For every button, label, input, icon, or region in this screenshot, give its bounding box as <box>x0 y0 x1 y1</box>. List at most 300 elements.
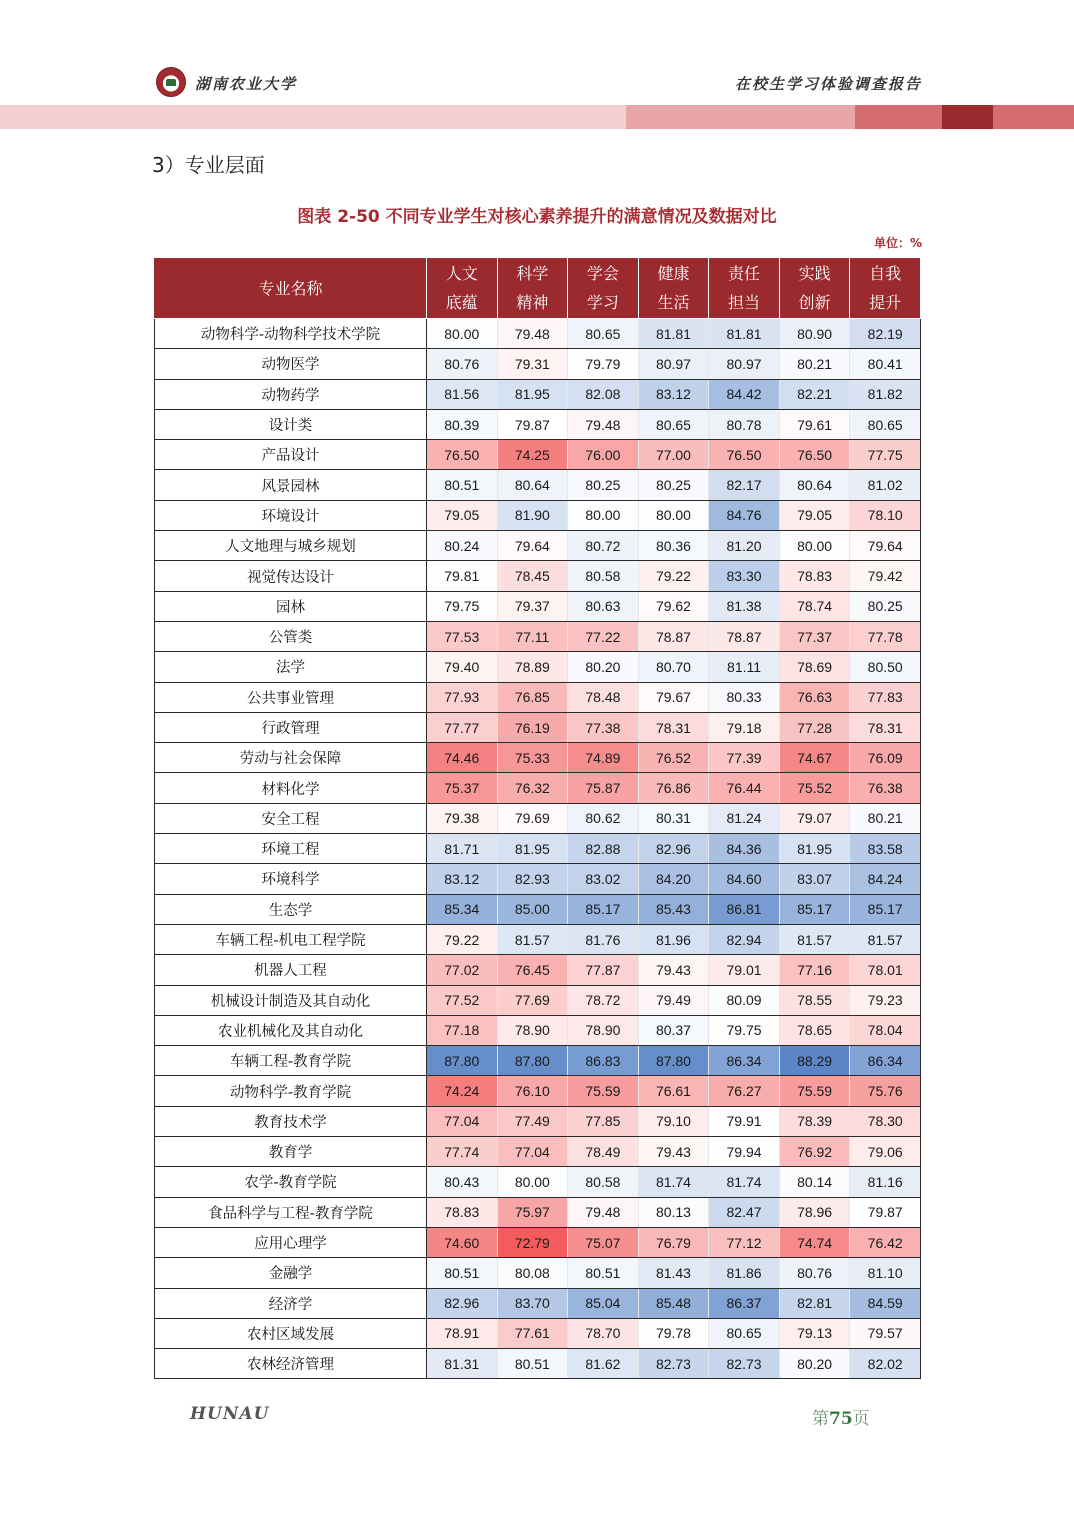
major-name-cell: 环境科学 <box>155 864 427 894</box>
score-cell: 74.46 <box>427 743 498 773</box>
score-cell: 80.00 <box>779 531 850 561</box>
score-cell: 77.78 <box>850 621 921 651</box>
score-cell: 78.72 <box>568 985 639 1015</box>
score-cell: 79.22 <box>638 561 709 591</box>
score-cell: 80.70 <box>638 652 709 682</box>
table-row <box>155 773 921 803</box>
header-band-medium <box>626 105 855 129</box>
table-row <box>155 1076 921 1106</box>
score-cell: 80.43 <box>427 1167 498 1197</box>
score-cell: 76.27 <box>709 1076 780 1106</box>
score-cell: 78.70 <box>568 1318 639 1348</box>
score-cell: 82.47 <box>709 1197 780 1227</box>
table-row <box>155 743 921 773</box>
score-cell: 81.20 <box>709 531 780 561</box>
score-cell: 77.69 <box>497 985 568 1015</box>
score-cell: 82.88 <box>568 834 639 864</box>
score-cell: 80.39 <box>427 409 498 439</box>
score-cell: 74.67 <box>779 743 850 773</box>
score-cell: 75.59 <box>779 1076 850 1106</box>
score-cell: 80.63 <box>568 591 639 621</box>
score-cell: 76.92 <box>779 1137 850 1167</box>
score-cell: 84.24 <box>850 864 921 894</box>
table-row <box>155 1288 921 1318</box>
score-cell: 81.62 <box>568 1349 639 1379</box>
table-row <box>155 1137 921 1167</box>
score-cell: 76.09 <box>850 743 921 773</box>
score-cell: 79.64 <box>850 531 921 561</box>
score-cell: 81.95 <box>779 834 850 864</box>
score-cell: 84.20 <box>638 864 709 894</box>
section-title: 3）专业层面 <box>152 153 265 177</box>
score-cell: 80.31 <box>638 803 709 833</box>
score-cell: 78.49 <box>568 1137 639 1167</box>
satisfaction-table <box>154 257 921 1379</box>
score-cell: 76.32 <box>497 773 568 803</box>
table-row <box>155 409 921 439</box>
score-cell: 75.37 <box>427 773 498 803</box>
table-row <box>155 985 921 1015</box>
score-cell: 79.49 <box>638 985 709 1015</box>
score-cell: 86.34 <box>709 1046 780 1076</box>
score-cell: 80.37 <box>638 1015 709 1045</box>
column-header: 学会 学习 <box>568 258 639 319</box>
score-cell: 81.71 <box>427 834 498 864</box>
score-cell: 77.18 <box>427 1015 498 1045</box>
score-cell: 81.57 <box>497 924 568 954</box>
score-cell: 79.05 <box>427 500 498 530</box>
major-name-cell: 生态学 <box>155 894 427 924</box>
score-cell: 78.10 <box>850 500 921 530</box>
score-cell: 79.05 <box>779 500 850 530</box>
score-cell: 79.62 <box>638 591 709 621</box>
score-cell: 82.96 <box>427 1288 498 1318</box>
footer-brand: HUNAU <box>190 1404 270 1424</box>
score-cell: 81.74 <box>638 1167 709 1197</box>
score-cell: 78.91 <box>427 1318 498 1348</box>
score-cell: 81.57 <box>779 924 850 954</box>
score-cell: 81.90 <box>497 500 568 530</box>
score-cell: 80.36 <box>638 531 709 561</box>
score-cell: 80.51 <box>497 1349 568 1379</box>
score-cell: 80.33 <box>709 682 780 712</box>
score-cell: 80.21 <box>850 803 921 833</box>
score-cell: 78.31 <box>638 712 709 742</box>
score-cell: 75.97 <box>497 1197 568 1227</box>
major-name-cell: 经济学 <box>155 1288 427 1318</box>
score-cell: 75.59 <box>568 1076 639 1106</box>
score-cell: 82.21 <box>779 379 850 409</box>
score-cell: 76.42 <box>850 1227 921 1257</box>
major-name-cell: 金融学 <box>155 1258 427 1288</box>
score-cell: 79.87 <box>850 1197 921 1227</box>
score-cell: 79.61 <box>779 409 850 439</box>
score-cell: 77.02 <box>427 955 498 985</box>
table-row <box>155 379 921 409</box>
score-cell: 87.80 <box>497 1046 568 1076</box>
score-cell: 80.25 <box>568 470 639 500</box>
score-cell: 77.11 <box>497 621 568 651</box>
score-cell: 79.57 <box>850 1318 921 1348</box>
score-cell: 80.58 <box>568 1167 639 1197</box>
column-header: 人文 底蕴 <box>427 258 498 319</box>
header-band-dark <box>942 105 993 129</box>
major-name-cell: 动物科学-教育学院 <box>155 1076 427 1106</box>
score-cell: 78.83 <box>427 1197 498 1227</box>
header-band-strong <box>855 105 942 129</box>
table-row <box>155 319 921 349</box>
table-row <box>155 924 921 954</box>
score-cell: 79.42 <box>850 561 921 591</box>
table-row <box>155 440 921 470</box>
score-cell: 81.76 <box>568 924 639 954</box>
score-cell: 82.17 <box>709 470 780 500</box>
score-cell: 76.19 <box>497 712 568 742</box>
score-cell: 81.82 <box>850 379 921 409</box>
score-cell: 78.90 <box>568 1015 639 1045</box>
score-cell: 81.95 <box>497 834 568 864</box>
score-cell: 78.01 <box>850 955 921 985</box>
score-cell: 80.72 <box>568 531 639 561</box>
table-row <box>155 1227 921 1257</box>
score-cell: 79.75 <box>427 591 498 621</box>
table-row <box>155 500 921 530</box>
table-row <box>155 894 921 924</box>
major-name-cell: 动物药学 <box>155 379 427 409</box>
score-cell: 80.00 <box>638 500 709 530</box>
major-name-cell: 风景园林 <box>155 470 427 500</box>
major-name-cell: 人文地理与城乡规划 <box>155 531 427 561</box>
score-cell: 80.21 <box>779 349 850 379</box>
column-header: 责任 担当 <box>709 258 780 319</box>
score-cell: 82.81 <box>779 1288 850 1318</box>
score-cell: 80.97 <box>709 349 780 379</box>
table-row <box>155 349 921 379</box>
score-cell: 81.96 <box>638 924 709 954</box>
score-cell: 76.45 <box>497 955 568 985</box>
score-cell: 81.31 <box>427 1349 498 1379</box>
score-cell: 80.24 <box>427 531 498 561</box>
score-cell: 80.76 <box>779 1258 850 1288</box>
score-cell: 81.95 <box>497 379 568 409</box>
table-row <box>155 1349 921 1379</box>
score-cell: 82.73 <box>638 1349 709 1379</box>
score-cell: 81.56 <box>427 379 498 409</box>
score-cell: 78.65 <box>779 1015 850 1045</box>
score-cell: 75.07 <box>568 1227 639 1257</box>
score-cell: 86.37 <box>709 1288 780 1318</box>
score-cell: 87.80 <box>427 1046 498 1076</box>
major-name-cell: 机械设计制造及其自动化 <box>155 985 427 1015</box>
score-cell: 82.73 <box>709 1349 780 1379</box>
major-name-cell: 设计类 <box>155 409 427 439</box>
score-cell: 76.86 <box>638 773 709 803</box>
score-cell: 82.96 <box>638 834 709 864</box>
score-cell: 86.83 <box>568 1046 639 1076</box>
score-cell: 88.29 <box>779 1046 850 1076</box>
score-cell: 78.87 <box>638 621 709 651</box>
score-cell: 78.69 <box>779 652 850 682</box>
score-cell: 81.02 <box>850 470 921 500</box>
score-cell: 81.43 <box>638 1258 709 1288</box>
table-row <box>155 1015 921 1045</box>
major-name-cell: 农村区域发展 <box>155 1318 427 1348</box>
score-cell: 80.64 <box>779 470 850 500</box>
score-cell: 79.22 <box>427 924 498 954</box>
major-name-cell: 车辆工程-教育学院 <box>155 1046 427 1076</box>
score-cell: 74.89 <box>568 743 639 773</box>
score-cell: 79.38 <box>427 803 498 833</box>
table-body <box>155 319 921 1379</box>
major-name-cell: 劳动与社会保障 <box>155 743 427 773</box>
header-band-end <box>993 105 1074 129</box>
table-row <box>155 682 921 712</box>
score-cell: 80.25 <box>850 591 921 621</box>
score-cell: 75.33 <box>497 743 568 773</box>
score-cell: 84.60 <box>709 864 780 894</box>
score-cell: 84.36 <box>709 834 780 864</box>
score-cell: 79.94 <box>709 1137 780 1167</box>
score-cell: 81.16 <box>850 1167 921 1197</box>
score-cell: 81.81 <box>709 319 780 349</box>
score-cell: 81.57 <box>850 924 921 954</box>
score-cell: 78.89 <box>497 652 568 682</box>
score-cell: 85.34 <box>427 894 498 924</box>
score-cell: 80.78 <box>709 409 780 439</box>
score-cell: 81.86 <box>709 1258 780 1288</box>
score-cell: 76.44 <box>709 773 780 803</box>
score-cell: 80.41 <box>850 349 921 379</box>
major-name-cell: 食品科学与工程-教育学院 <box>155 1197 427 1227</box>
university-name: 湖南农业大学 <box>195 75 298 93</box>
page-number: 第75页 <box>812 1409 870 1429</box>
score-cell: 80.65 <box>568 319 639 349</box>
score-cell: 83.70 <box>497 1288 568 1318</box>
major-name-cell: 安全工程 <box>155 803 427 833</box>
table-row <box>155 591 921 621</box>
score-cell: 79.78 <box>638 1318 709 1348</box>
score-cell: 81.10 <box>850 1258 921 1288</box>
score-cell: 77.52 <box>427 985 498 1015</box>
column-header: 自我 提升 <box>850 258 921 319</box>
score-cell: 80.51 <box>568 1258 639 1288</box>
score-cell: 77.87 <box>568 955 639 985</box>
score-cell: 79.48 <box>497 319 568 349</box>
score-cell: 79.06 <box>850 1137 921 1167</box>
major-name-cell: 视觉传达设计 <box>155 561 427 591</box>
score-cell: 86.34 <box>850 1046 921 1076</box>
score-cell: 80.97 <box>638 349 709 379</box>
score-cell: 81.74 <box>709 1167 780 1197</box>
score-cell: 84.42 <box>709 379 780 409</box>
score-cell: 83.12 <box>638 379 709 409</box>
score-cell: 77.93 <box>427 682 498 712</box>
table-row <box>155 712 921 742</box>
score-cell: 77.00 <box>638 440 709 470</box>
score-cell: 80.00 <box>497 1167 568 1197</box>
score-cell: 80.20 <box>779 1349 850 1379</box>
score-cell: 80.90 <box>779 319 850 349</box>
score-cell: 82.08 <box>568 379 639 409</box>
score-cell: 80.50 <box>850 652 921 682</box>
score-cell: 83.02 <box>568 864 639 894</box>
score-cell: 76.10 <box>497 1076 568 1106</box>
score-cell: 79.07 <box>779 803 850 833</box>
score-cell: 79.64 <box>497 531 568 561</box>
score-cell: 77.75 <box>850 440 921 470</box>
score-cell: 80.76 <box>427 349 498 379</box>
major-name-cell: 车辆工程-机电工程学院 <box>155 924 427 954</box>
score-cell: 79.48 <box>568 1197 639 1227</box>
table-row <box>155 1106 921 1136</box>
major-name-cell: 农业机械化及其自动化 <box>155 1015 427 1045</box>
column-header: 科学 精神 <box>497 258 568 319</box>
score-cell: 77.39 <box>709 743 780 773</box>
table-row <box>155 864 921 894</box>
score-cell: 79.67 <box>638 682 709 712</box>
score-cell: 72.79 <box>497 1227 568 1257</box>
score-cell: 80.51 <box>427 470 498 500</box>
major-name-cell: 园林 <box>155 591 427 621</box>
score-cell: 78.31 <box>850 712 921 742</box>
score-cell: 76.00 <box>568 440 639 470</box>
major-name-cell: 环境工程 <box>155 834 427 864</box>
header-band-light <box>0 105 626 129</box>
column-header: 实践 创新 <box>779 258 850 319</box>
score-cell: 83.07 <box>779 864 850 894</box>
score-cell: 82.94 <box>709 924 780 954</box>
score-cell: 76.85 <box>497 682 568 712</box>
score-cell: 81.11 <box>709 652 780 682</box>
score-cell: 77.22 <box>568 621 639 651</box>
score-cell: 80.64 <box>497 470 568 500</box>
major-name-cell: 应用心理学 <box>155 1227 427 1257</box>
score-cell: 77.74 <box>427 1137 498 1167</box>
score-cell: 80.08 <box>497 1258 568 1288</box>
score-cell: 77.37 <box>779 621 850 651</box>
score-cell: 79.91 <box>709 1106 780 1136</box>
score-cell: 84.76 <box>709 500 780 530</box>
score-cell: 80.20 <box>568 652 639 682</box>
score-cell: 80.58 <box>568 561 639 591</box>
score-cell: 80.51 <box>427 1258 498 1288</box>
score-cell: 76.38 <box>850 773 921 803</box>
university-logo-icon <box>156 67 186 97</box>
table-row <box>155 803 921 833</box>
score-cell: 81.38 <box>709 591 780 621</box>
unit-label: 单位：% <box>873 236 922 250</box>
score-cell: 83.58 <box>850 834 921 864</box>
score-cell: 77.77 <box>427 712 498 742</box>
score-cell: 78.87 <box>709 621 780 651</box>
score-cell: 79.23 <box>850 985 921 1015</box>
major-name-cell: 教育学 <box>155 1137 427 1167</box>
score-cell: 78.45 <box>497 561 568 591</box>
score-cell: 80.09 <box>709 985 780 1015</box>
major-name-cell: 行政管理 <box>155 712 427 742</box>
table-header-row <box>155 258 921 319</box>
score-cell: 79.43 <box>638 1137 709 1167</box>
score-cell: 78.55 <box>779 985 850 1015</box>
report-title: 在校生学习体验调查报告 <box>734 75 922 93</box>
score-cell: 74.60 <box>427 1227 498 1257</box>
score-cell: 77.04 <box>427 1106 498 1136</box>
score-cell: 78.83 <box>779 561 850 591</box>
score-cell: 77.38 <box>568 712 639 742</box>
score-cell: 79.48 <box>568 409 639 439</box>
table-row <box>155 1167 921 1197</box>
score-cell: 80.65 <box>709 1318 780 1348</box>
score-cell: 87.80 <box>638 1046 709 1076</box>
score-cell: 85.48 <box>638 1288 709 1318</box>
score-cell: 79.18 <box>709 712 780 742</box>
score-cell: 80.00 <box>568 500 639 530</box>
score-cell: 78.30 <box>850 1106 921 1136</box>
score-cell: 78.48 <box>568 682 639 712</box>
score-cell: 76.50 <box>709 440 780 470</box>
score-cell: 76.52 <box>638 743 709 773</box>
table-row <box>155 470 921 500</box>
score-cell: 76.79 <box>638 1227 709 1257</box>
score-cell: 77.49 <box>497 1106 568 1136</box>
score-cell: 80.00 <box>427 319 498 349</box>
score-cell: 79.10 <box>638 1106 709 1136</box>
score-cell: 74.24 <box>427 1076 498 1106</box>
page-header <box>0 0 1074 130</box>
score-cell: 81.81 <box>638 319 709 349</box>
major-name-cell: 动物科学-动物科学技术学院 <box>155 319 427 349</box>
score-cell: 75.76 <box>850 1076 921 1106</box>
score-cell: 85.04 <box>568 1288 639 1318</box>
score-cell: 85.17 <box>850 894 921 924</box>
score-cell: 76.50 <box>427 440 498 470</box>
score-cell: 83.30 <box>709 561 780 591</box>
score-cell: 79.40 <box>427 652 498 682</box>
score-cell: 78.96 <box>779 1197 850 1227</box>
score-cell: 79.37 <box>497 591 568 621</box>
score-cell: 80.62 <box>568 803 639 833</box>
major-name-cell: 公管类 <box>155 621 427 651</box>
score-cell: 85.17 <box>568 894 639 924</box>
score-cell: 76.63 <box>779 682 850 712</box>
score-cell: 78.39 <box>779 1106 850 1136</box>
table-row <box>155 1046 921 1076</box>
score-cell: 80.65 <box>850 409 921 439</box>
score-cell: 79.75 <box>709 1015 780 1045</box>
score-cell: 79.43 <box>638 955 709 985</box>
score-cell: 85.17 <box>779 894 850 924</box>
table-caption: 图表 2-50 不同专业学生对核心素养提升的满意情况及数据对比 <box>297 207 777 227</box>
score-cell: 77.53 <box>427 621 498 651</box>
major-name-cell: 教育技术学 <box>155 1106 427 1136</box>
score-cell: 78.04 <box>850 1015 921 1045</box>
score-cell: 84.59 <box>850 1288 921 1318</box>
major-name-cell: 法学 <box>155 652 427 682</box>
table-row <box>155 1318 921 1348</box>
score-cell: 85.43 <box>638 894 709 924</box>
major-name-cell: 产品设计 <box>155 440 427 470</box>
score-cell: 85.00 <box>497 894 568 924</box>
major-name-cell: 农林经济管理 <box>155 1349 427 1379</box>
score-cell: 76.61 <box>638 1076 709 1106</box>
table-row <box>155 1197 921 1227</box>
score-cell: 74.74 <box>779 1227 850 1257</box>
score-cell: 78.74 <box>779 591 850 621</box>
table-row <box>155 1258 921 1288</box>
table-row <box>155 561 921 591</box>
major-name-cell: 材料化学 <box>155 773 427 803</box>
score-cell: 77.85 <box>568 1106 639 1136</box>
